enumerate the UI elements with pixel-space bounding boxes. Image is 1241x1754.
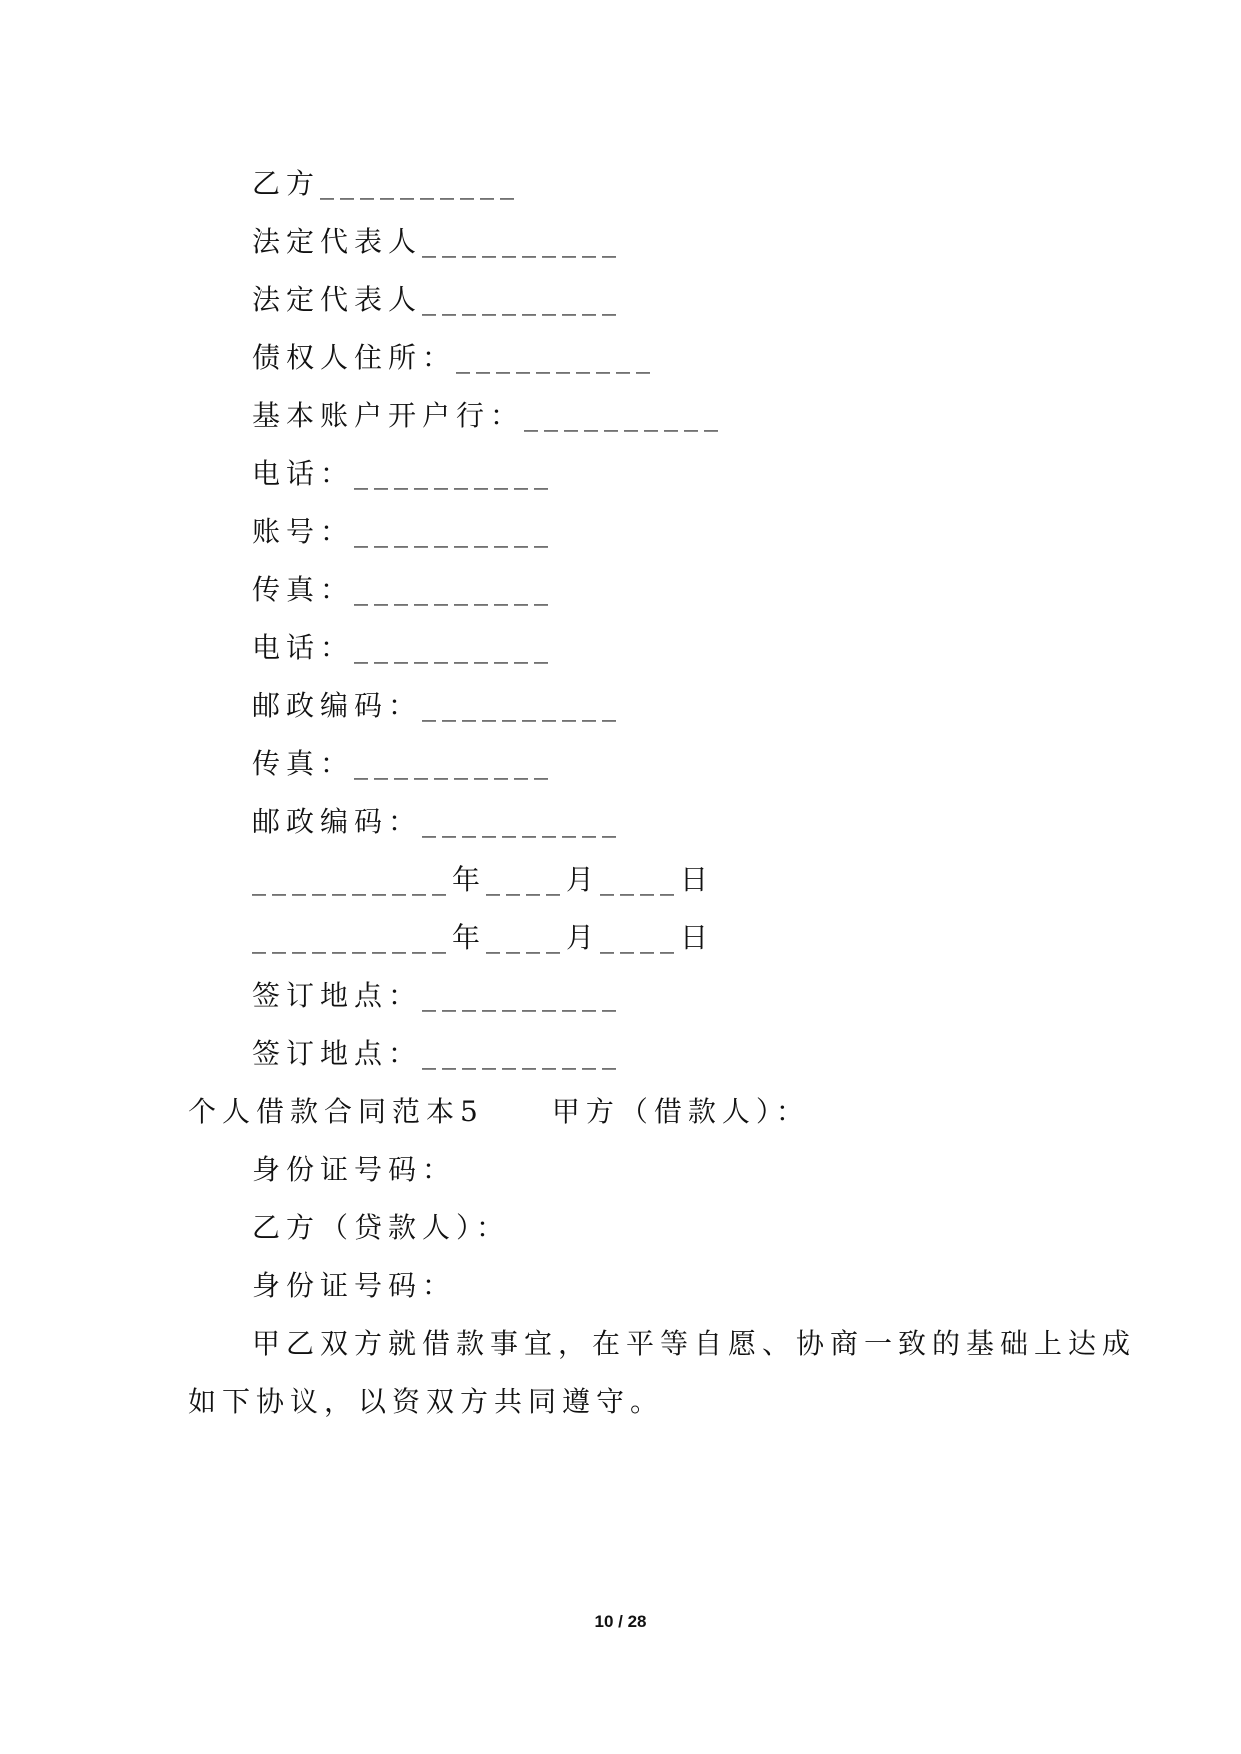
postal-code-line: 邮政编码：__________ [252, 689, 623, 722]
agreement-paragraph-line: 甲乙双方就借款事宜，在平等自愿、协商一致的基础上达成 [252, 1327, 1137, 1360]
section-heading-line: 个人借款合同范本5 甲方（借款人）： [188, 1095, 810, 1128]
id-number-line: 身份证号码： [252, 1153, 457, 1186]
creditor-address-line: 债权人住所：__________ [252, 341, 657, 374]
party-b-lender-line: 乙方（贷款人）： [252, 1211, 511, 1244]
legal-representative-line: 法定代表人__________ [252, 283, 623, 316]
phone-line: 电话：__________ [252, 457, 555, 490]
date-line: __________年____月____日 [252, 863, 715, 896]
agreement-paragraph-line: 如下协议，以资双方共同遵守。 [188, 1385, 665, 1418]
fax-line: 传真：__________ [252, 747, 555, 780]
fax-line: 传真：__________ [252, 573, 555, 606]
phone-line: 电话：__________ [252, 631, 555, 664]
id-number-line: 身份证号码： [252, 1269, 457, 1302]
legal-representative-line: 法定代表人__________ [252, 225, 623, 258]
signing-place-line: 签订地点：__________ [252, 1037, 623, 1070]
page-number: 10 / 28 [594, 1612, 647, 1631]
date-line: __________年____月____日 [252, 921, 715, 954]
party-b-line: 乙方__________ [252, 167, 521, 200]
signing-place-line: 签订地点：__________ [252, 979, 623, 1012]
account-number-line: 账号：__________ [252, 515, 555, 548]
postal-code-line: 邮政编码：__________ [252, 805, 623, 838]
bank-account-line: 基本账户开户行：__________ [252, 399, 725, 432]
